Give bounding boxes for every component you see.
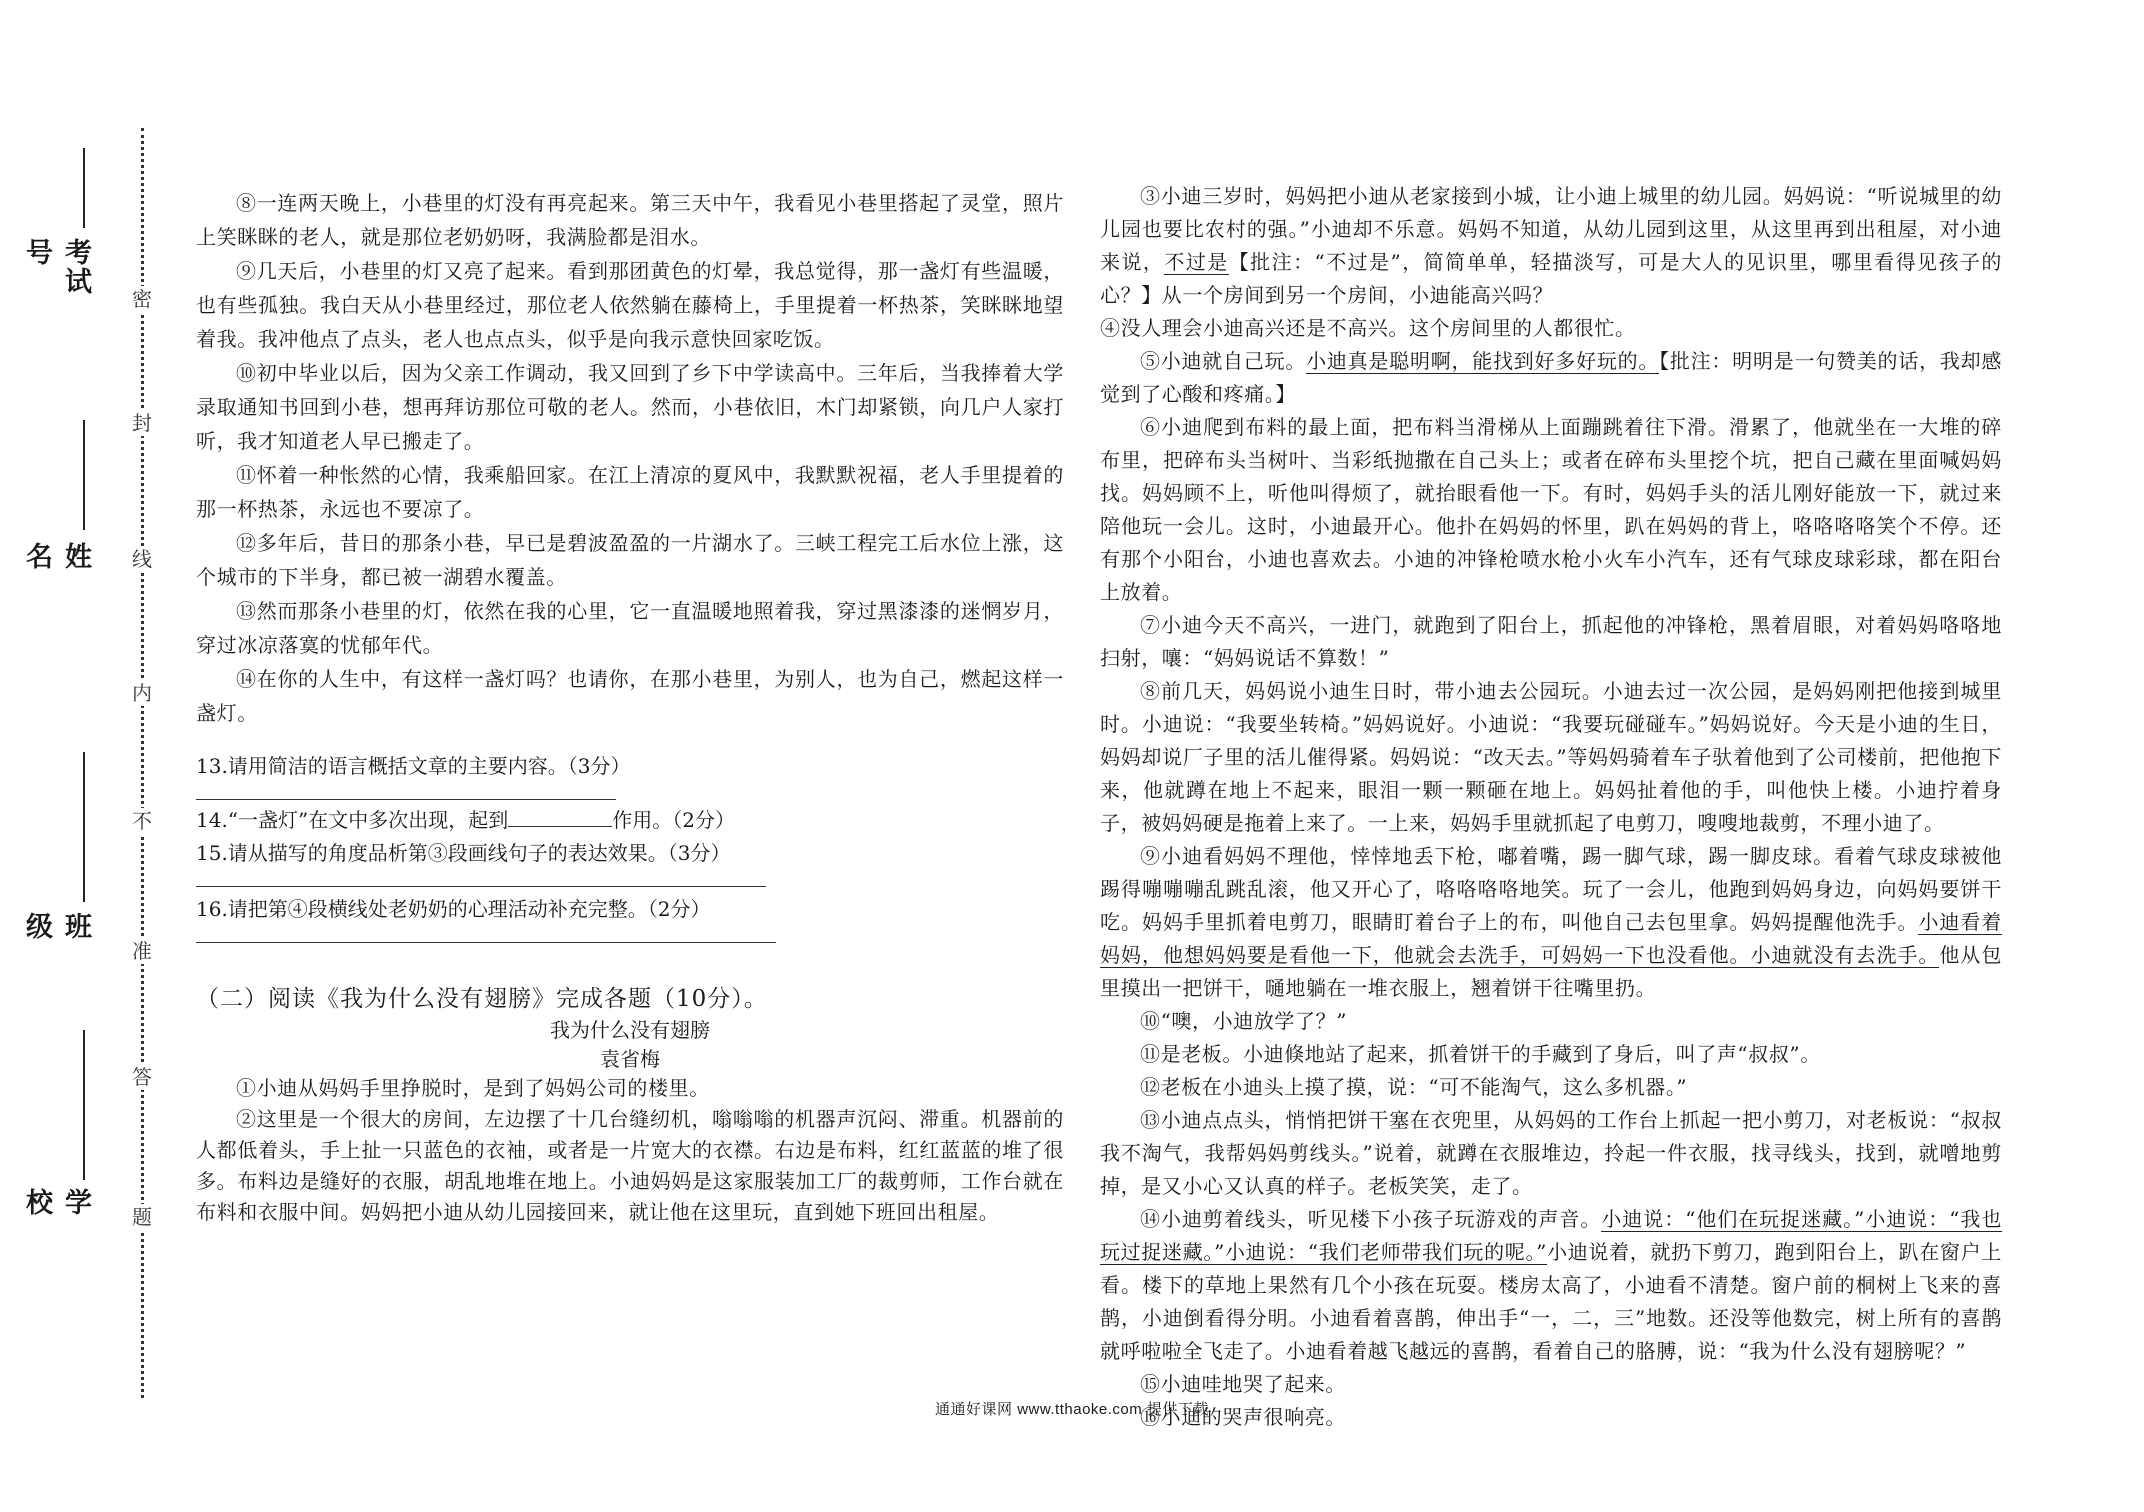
school-underline xyxy=(83,1030,85,1180)
article-paragraph-8: ⑧前几天，妈妈说小迪生日时，带小迪去公园玩。小迪去过一次公园，是妈妈刚把他接到城里时。小迪说：“我要坐转椅。”妈妈说好。小迪说：“我要玩碰碰车。”妈妈说好。今天是小迪的生日，妈妈却说厂子里的活儿催得紧。妈妈说：“改天去。”等妈妈骑着车子驮着他到了公司楼前，把他抱下来，他就蹲在地上不起来，眼泪一颗一颗砸在地上。妈妈扯着他的手，叫他快上楼。小迪拧着身子，被妈妈硬是拖着上来了。一上来，妈妈手里就抓起了电剪刀，嗖嗖地裁剪，不理小迪了。 xyxy=(1100,679,2002,835)
underlined-sentence: 小迪说：“他们在玩捉迷藏。”小迪说：“我也玩过捉迷藏。”小迪说：“我们老师带我们玩的呢。” xyxy=(1100,1207,2002,1264)
article-title: 我为什么没有翅膀 xyxy=(550,1018,710,1042)
seal-char: 密 xyxy=(128,286,156,312)
paragraph-text: ⑤小迪就自己玩。 xyxy=(1140,349,1307,373)
annotation-comment: 【批注：“不过是”，简简单单，轻描淡写，可是大人的见识里，哪里看得见孩子的心？】从一个房间到另一个房间，小迪能高兴吗？ xyxy=(1100,250,2002,307)
article-paragraph-14 xyxy=(1100,1203,2002,1368)
class-field[interactable] xyxy=(21,752,95,952)
class-label: 班 级 xyxy=(21,912,91,941)
article-paragraph-16: ⑯小迪的哭声很响亮。 xyxy=(1140,1405,1346,1429)
article-paragraph-11: ⑪是老板。小迪倏地站了起来，抓着饼干的手藏到了身后，叫了声“叔叔”。 xyxy=(1140,1042,1821,1066)
answer-blank-14[interactable] xyxy=(508,825,612,827)
article-paragraph-7: ⑦小迪今天不高兴，一进门，就跑到了阳台上，抓起他的冲锋枪，黑着眉眼，对着妈妈咯咯地扫射，嚷：“妈妈说话不算数！” xyxy=(1100,613,2002,670)
article-paragraph: ①小迪从妈妈手里挣脱时，是到了妈妈公司的楼里。 xyxy=(236,1076,710,1100)
question-16: 16.请把第④段横线处老奶奶的心理活动补充完整。（2分） xyxy=(196,897,711,921)
article-paragraph-15: ⑮小迪哇地哭了起来。 xyxy=(1140,1372,1346,1396)
paragraph-text: ⑨小迪看妈妈不理他，悻悻地丢下枪，嘟着嘴，踢一脚气球，踢一脚皮球。看着气球皮球被他踢得嘣嘣嘣乱跳乱滚，他又开心了，咯咯咯咯地笑。玩了一会儿，他跑到妈妈身边，向妈妈要饼干吃。妈妈手里抓着电剪刀，眼睛盯着台子上的布，叫他自己去包里拿。妈妈提醒他洗手。 xyxy=(1100,844,2002,934)
seal-char: 内 xyxy=(128,680,156,706)
exam-number-underline xyxy=(83,148,85,228)
article-paragraph-12: ⑫老板在小迪头上摸了摸，说：“可不能淘气，这么多机器。” xyxy=(1140,1075,1688,1099)
seal-char: 准 xyxy=(128,938,156,964)
left-column xyxy=(196,186,1064,1228)
passage1-paragraph: ⑩初中毕业以后，因为父亲工作调动，我又回到了乡下中学读高中。三年后，当我捧着大学录取通知书回到小巷，想再拜访那位可敬的老人。然而，小巷依旧，木门却紧锁，向几户人家打听，我才知道老人早已搬走了。 xyxy=(196,361,1064,453)
section2-title: （二）阅读《我为什么没有翅膀》完成各题（10分）。 xyxy=(196,986,768,1012)
binding-margin xyxy=(0,0,180,1512)
class-underline xyxy=(83,752,85,902)
seal-char: 答 xyxy=(128,1064,156,1090)
question-15: 15.请从描写的角度品析第③段画线句子的表达效果。（3分） xyxy=(196,841,731,865)
passage1-paragraph: ⑫多年后，昔日的那条小巷，早已是碧波盈盈的一片湖水了。三峡工程完工后水位上涨，这个城市的下半身，都已被一湖碧水覆盖。 xyxy=(196,531,1064,589)
exam-number-label: 考试号 xyxy=(21,238,91,296)
seal-char: 题 xyxy=(128,1204,156,1230)
answer-line-15[interactable] xyxy=(196,870,766,887)
passage1-paragraph: ⑬然而那条小巷里的灯，依然在我的心里，它一直温暖地照着我，穿过黑漆漆的迷惘岁月，穿过冰凉落寞的忧郁年代。 xyxy=(196,599,1064,657)
paragraph-text: ③小迪三岁时，妈妈把小迪从老家接到小城，让小迪上城里的幼儿园。妈妈说：“听说城里的幼儿园也要比农村的强。”小迪却不乐意。妈妈不知道，从幼儿园到这里，从这里再到出租屋，对小迪来说， xyxy=(1100,184,2002,274)
name-label: 姓 名 xyxy=(21,542,91,571)
article-paragraph-9 xyxy=(1100,840,2002,1005)
article-paragraph-6: ⑥小迪爬到布料的最上面，把布料当滑梯从上面蹦跳着往下滑。滑累了，他就坐在一大堆的碎布里，把碎布头当树叶、当彩纸抛撒在自己头上；或者在碎布头里挖个坑，把自己藏在里面喊妈妈找。妈妈顾不上，听他叫得烦了，就抬眼看他一下。有时，妈妈手头的活儿刚好能放一下，就过来陪他玩一会儿。这时，小迪最开心。他扑在妈妈的怀里，趴在妈妈的背上，咯咯咯咯笑个不停。还有那个小阳台，小迪也喜欢去。小迪的冲锋枪喷水枪小火车小汽车，还有气球皮球彩球，都在阳台上放着。 xyxy=(1100,415,2002,604)
name-underline xyxy=(83,420,85,530)
article-author: 袁省梅 xyxy=(600,1047,660,1071)
paragraph-text: ⑭小迪剪着线头，听见楼下小孩子玩游戏的声音。 xyxy=(1140,1207,1602,1231)
seal-char: 线 xyxy=(128,546,156,572)
article-paragraph-10: ⑩“噢，小迪放学了？” xyxy=(1140,1009,1348,1033)
article-paragraph-13: ⑬小迪点点头，悄悄把饼干塞在衣兜里，从妈妈的工作台上抓起一把小剪刀，对老板说：“叔叔我不淘气，我帮妈妈剪线头。”说着，就蹲在衣服堆边，拎起一件衣服，找寻线头，找到，就噌地剪掉，是又小心又认真的样子。老板笑笑，走了。 xyxy=(1100,1108,2002,1198)
paragraph-text: 他从包里摸出一把饼干，嗵地躺在一堆衣服上，翘着饼干往嘴里扔。 xyxy=(1100,943,2002,1000)
underlined-sentence: 小迪真是聪明啊，能找到好多好玩的。 xyxy=(1306,349,1660,373)
article-paragraph: ②这里是一个很大的房间，左边摆了十几台缝纫机，嗡嗡嗡的机器声沉闷、滞重。机器前的人都低着头，手上扯一只蓝色的衣袖，或者是一片宽大的衣襟。右边是布料，红红蓝蓝的堆了很多。布料边是缝好的衣服，胡乱地堆在地上。小迪妈妈是这家服装加工厂的裁剪师，工作台就在布料和衣服中间。妈妈把小迪从幼儿园接回来，就让他在这里玩，直到她下班回出租屋。 xyxy=(196,1107,1064,1224)
question-13: 13.请用简洁的语言概括文章的主要内容。（3分） xyxy=(196,754,631,778)
article-paragraph-3 xyxy=(1100,180,2002,312)
question-14-suffix: 作用。（2分） xyxy=(612,808,735,832)
name-field[interactable] xyxy=(21,420,95,600)
answer-line-13[interactable] xyxy=(196,783,616,800)
passage1-paragraph: ⑨几天后，小巷里的灯又亮了起来。看到那团黄色的灯晕，我总觉得，那一盏灯有些温暖，也有些孤独。我白天从小巷里经过，那位老人依然躺在藤椅上，手里提着一杯热茶，笑眯眯地望着我。我冲他点了点头，老人也点点头，似乎是向我示意快回家吃饭。 xyxy=(196,259,1064,351)
question-block xyxy=(196,750,1064,943)
passage1-paragraph: ⑭在你的人生中，有这样一盏灯吗？也请你，在那小巷里，为别人，也为自己，燃起这样一盏灯。 xyxy=(196,667,1064,725)
question-14-prefix: 14.“一盏灯”在文中多次出现，起到 xyxy=(196,808,509,832)
question-14 xyxy=(196,804,1064,837)
exam-number-field[interactable] xyxy=(21,148,95,318)
paragraph-text: 小迪说着，就扔下剪刀，跑到阳台上，趴在窗户上看。楼下的草地上果然有几个小孩在玩耍。楼房太高了，小迪看不清楚。窗户前的桐树上飞来的喜鹊，小迪倒看得分明。小迪看着喜鹊，伸出手“一，二，三”地数。还没等他数完，树上所有的喜鹊就呼啦啦全飞走了。小迪看着越飞越远的喜鹊，看着自己的胳膊，说：“我为什么没有翅膀呢？” xyxy=(1100,1240,2003,1363)
article-paragraph-4: ④没人理会小迪高兴还是不高兴。这个房间里的人都很忙。 xyxy=(1100,316,1636,340)
school-label: 学校 xyxy=(21,1188,91,1217)
seal-char: 封 xyxy=(128,410,156,436)
passage1-paragraph: ⑪怀着一种怅然的心情，我乘船回家。在江上清凉的夏风中，我默默祝福，老人手里提着的那一杯热茶，永远也不要凉了。 xyxy=(196,463,1064,521)
right-column xyxy=(1100,180,2002,1434)
school-field[interactable] xyxy=(21,1030,95,1230)
answer-line-16[interactable] xyxy=(196,926,776,943)
passage1-paragraph: ⑧一连两天晚上，小巷里的灯没有再亮起来。第三天中午，我看见小巷里搭起了灵堂，照片上笑眯眯的老人，就是那位老奶奶呀，我满脸都是泪水。 xyxy=(196,191,1064,249)
seal-char: 不 xyxy=(128,808,156,834)
annotation-comment: 【批注：明明是一句赞美的话，我却感觉到了心酸和疼痛。】 xyxy=(1100,349,2002,406)
underlined-sentence: 小迪看着妈妈，他想妈妈要是看他一下，他就会去洗手，可妈妈一下也没看他。小迪就没有去洗手。 xyxy=(1100,910,2002,967)
underlined-phrase: 不过是 xyxy=(1164,250,1229,274)
article-paragraph-5 xyxy=(1100,345,2002,411)
page-footer: 通通好课网 www.tthaoke.com 提供下载 xyxy=(935,1401,1209,1418)
